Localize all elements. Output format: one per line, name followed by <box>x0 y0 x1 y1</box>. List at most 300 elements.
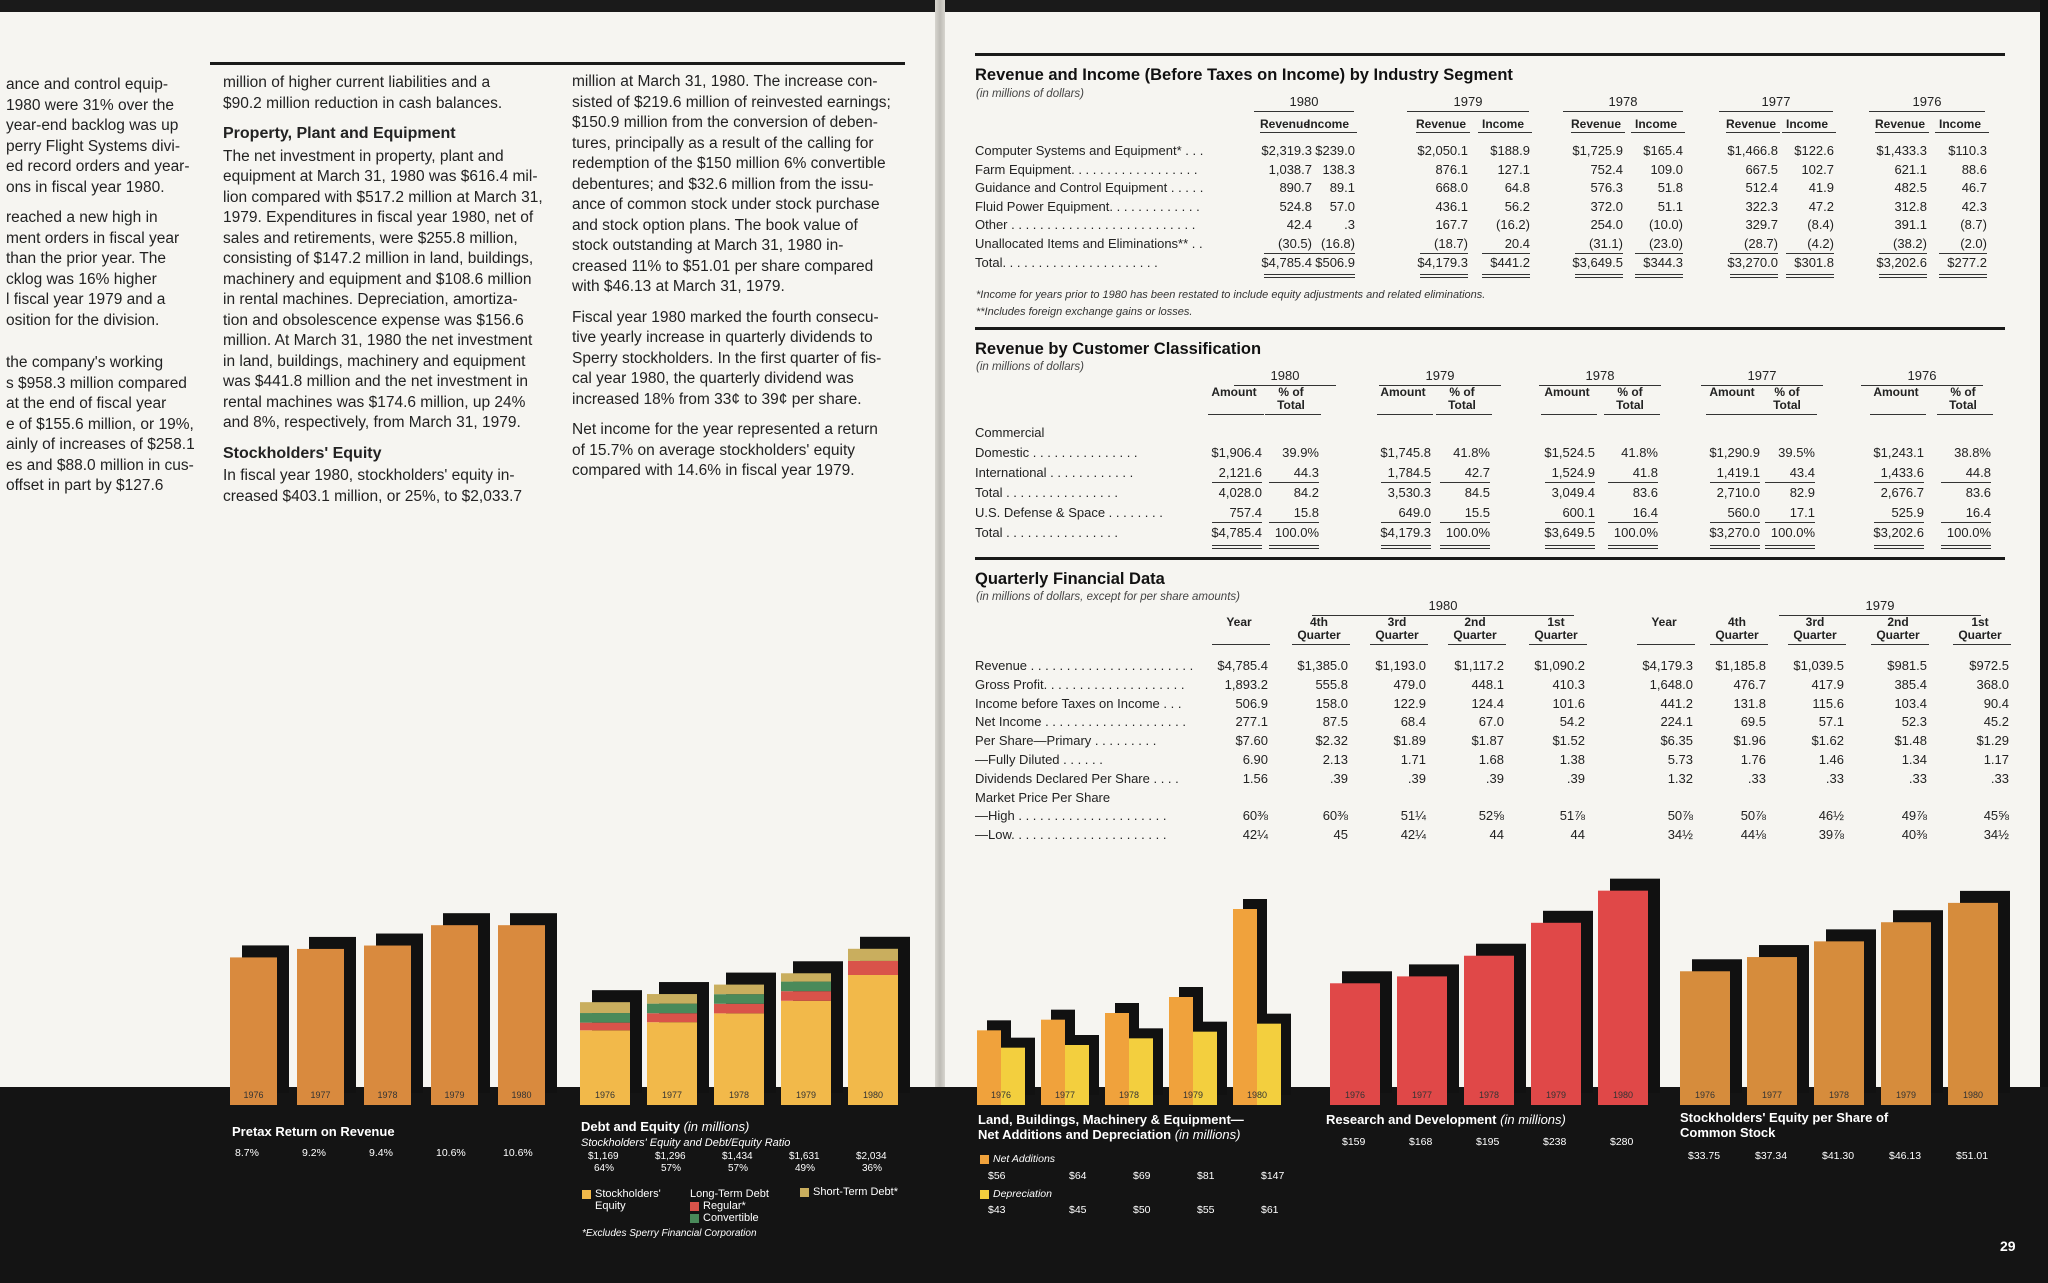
row-label: Market Price Per Share <box>975 789 1111 805</box>
table-cell: 385.4 <box>1894 676 1927 692</box>
table-row <box>975 714 2035 732</box>
data-label: 36% <box>862 1163 883 1174</box>
total-rule <box>1710 522 1760 523</box>
column-header-underline <box>1761 414 1817 415</box>
table-cell: $1.87 <box>1471 733 1504 749</box>
table-row <box>975 162 2035 180</box>
x-tick-label: 1980 <box>1612 1090 1634 1100</box>
table-cell: 1.32 <box>1667 770 1693 786</box>
table-cell: 417.9 <box>1811 676 1844 692</box>
table-cell: $7.60 <box>1235 733 1268 749</box>
table-cell: $2,319.3 <box>1261 143 1312 158</box>
table-cell: (28.7) <box>1744 236 1778 251</box>
double-rule <box>1765 548 1815 549</box>
chart-bar-segment <box>647 1013 697 1022</box>
double-rule <box>1879 277 1927 278</box>
double-rule <box>1575 277 1623 278</box>
double-rule <box>1381 548 1431 549</box>
chart-bar <box>498 925 545 1105</box>
table-cell: (30.5) <box>1278 236 1312 251</box>
table-cell: 2,121.6 <box>1218 465 1262 480</box>
table-row <box>975 217 2035 235</box>
table-cell: 102.7 <box>1801 161 1834 177</box>
table-cell: 167.7 <box>1435 217 1468 233</box>
table-cell: 45 <box>1333 827 1348 843</box>
table-cell: 506.9 <box>1235 695 1268 711</box>
table-cell: $1,290.9 <box>1709 445 1760 460</box>
double-rule <box>1939 277 1987 278</box>
double-rule <box>1420 274 1468 275</box>
total-rule <box>1264 253 1312 254</box>
table-cell: 50⅞ <box>1667 808 1693 824</box>
year-header: 1977 <box>1747 368 1777 383</box>
table-cell: 254.0 <box>1590 217 1623 233</box>
table-cell: .39 <box>1566 770 1585 786</box>
table-cell: 42¼ <box>1242 827 1268 843</box>
segment-table <box>975 92 2035 287</box>
x-tick-label: 1979 <box>1545 1090 1567 1100</box>
double-rule <box>1269 548 1319 549</box>
chart-bar-segment <box>848 949 898 961</box>
table-cell: 1.68 <box>1478 752 1504 767</box>
chart-bar <box>297 949 344 1105</box>
table-cell: 329.7 <box>1745 217 1778 233</box>
column-header: % of Total <box>1277 385 1305 412</box>
x-tick-label: 1978 <box>1478 1090 1500 1100</box>
table-cell: 60⅜ <box>1242 808 1268 824</box>
paragraph: The net investment in property, plant and equipment at March 31, 1980 was $616.4 mil- lion compared with $517.2 million at March 31, 1979. Expenditures in fiscal year 1980, net of sales and retirements, were $255.8 million, consisting of $147.2 million in land, buildings, machinery and equipment and $108.6 million in rental machines. Depreciation, amortiza- tion and obsolescence expense was $156.6 million. At March 31, 1980 the net investment in land, buildings, machinery and equipment was $441.8 million and the net investment in rental machines was $174.6 million, up 24% and 8%, respectively, from March 31, 1979. <box>223 147 543 431</box>
table-cell: $4,785.4 <box>1217 658 1268 673</box>
chart-bar-segment <box>647 1004 697 1014</box>
data-label: $280 <box>1610 1136 1634 1148</box>
data-label: $55 <box>1197 1204 1215 1216</box>
double-rule <box>1482 277 1530 278</box>
chart-bar-segment <box>848 961 898 975</box>
double-rule <box>1786 274 1834 275</box>
column-header: Revenue <box>1725 117 1777 131</box>
table-cell: 158.0 <box>1315 695 1348 711</box>
data-label: $43 <box>988 1204 1006 1216</box>
table-cell: 138.3 <box>1322 161 1355 177</box>
double-rule <box>1264 274 1312 275</box>
data-label: $37.34 <box>1755 1150 1788 1162</box>
table-cell: 41.9 <box>1808 180 1834 196</box>
row-label: Guidance and Control Equipment . . . . . <box>975 180 1204 196</box>
column-header-underline <box>1529 644 1587 645</box>
year-underline <box>1254 111 1354 112</box>
x-tick-label: 1980 <box>862 1090 884 1100</box>
column-header-underline <box>1208 414 1264 415</box>
x-tick-label: 1977 <box>661 1090 683 1100</box>
row-label: Total. . . . . . . . . . . . . . . . . . . . . . <box>975 254 1158 270</box>
chart-title-equity-per-share: Stockholders' Equity per Share of Common Stock <box>1680 1110 1889 1140</box>
table-cell: $3,270.0 <box>1727 254 1778 270</box>
table-cell: 100.0% <box>1445 525 1490 540</box>
double-rule <box>1874 545 1924 546</box>
table-cell: 3,049.4 <box>1551 485 1595 500</box>
table-cell: 56.2 <box>1504 198 1530 214</box>
year-header: 1979 <box>1425 368 1455 383</box>
left-column-3 <box>572 72 912 492</box>
double-rule <box>1212 548 1262 549</box>
segment-footnote-1: *Income for years prior to 1980 has been restated to include equity adjustments and related eliminations. <box>976 289 1486 301</box>
x-tick-label: 1977 <box>310 1090 331 1100</box>
table-cell: 3,530.3 <box>1387 485 1431 500</box>
quarterly-top-rule <box>975 557 2005 560</box>
pretax-return-chart <box>228 885 568 1115</box>
year-header: 1980 <box>1289 94 1319 109</box>
column-header-underline <box>1937 414 1993 415</box>
table-row <box>975 658 2035 676</box>
column-header-underline <box>1448 644 1506 645</box>
chart-bar <box>1531 923 1581 1105</box>
table-cell: 84.2 <box>1293 485 1319 500</box>
debt-equity-footnote: *Excludes Sperry Financial Corporation <box>582 1228 757 1239</box>
row-label: —Fully Diluted . . . . . . <box>975 752 1103 767</box>
table-cell: 476.7 <box>1733 676 1766 692</box>
table-cell: 39.9% <box>1282 445 1319 460</box>
x-tick-label: 1976 <box>594 1090 616 1100</box>
chart-bar <box>1598 891 1648 1105</box>
table-cell: 1,648.0 <box>1649 676 1693 692</box>
double-rule <box>1575 274 1623 275</box>
legend-swatch-net-additions <box>980 1155 989 1164</box>
table-cell: 16.4 <box>1632 505 1658 520</box>
total-rule <box>1879 253 1927 254</box>
chart-bar-segment <box>781 991 831 1001</box>
table-cell: 5.73 <box>1667 752 1693 767</box>
table-cell: 83.6 <box>1965 485 1991 500</box>
row-label: Net Income . . . . . . . . . . . . . . . . . . . . <box>975 714 1186 730</box>
double-rule <box>1608 548 1658 549</box>
table-cell: 16.4 <box>1965 505 1991 520</box>
column-header: Revenue <box>1570 117 1622 131</box>
table-row <box>975 733 2035 751</box>
total-rule <box>1381 522 1431 523</box>
row-label: Fluid Power Equipment. . . . . . . . . . . . . <box>975 198 1200 214</box>
year-underline <box>1563 111 1683 112</box>
column-header: Year <box>1651 615 1677 629</box>
data-label: $56 <box>988 1170 1006 1182</box>
table-cell: 1.46 <box>1818 752 1844 767</box>
data-label: $147 <box>1261 1170 1285 1182</box>
double-rule <box>1710 548 1760 549</box>
table-cell: $1,090.2 <box>1534 658 1585 673</box>
data-label: $1,296 <box>655 1151 686 1162</box>
table-cell: 100.0% <box>1946 525 1991 540</box>
column-header-underline <box>1265 414 1321 415</box>
table-cell: 109.0 <box>1650 161 1683 177</box>
table-cell: 876.1 <box>1435 161 1468 177</box>
table-cell: 42.4 <box>1286 217 1312 233</box>
double-rule <box>1939 274 1987 275</box>
year-header: 1978 <box>1585 368 1615 383</box>
chart-title-debt-equity: Debt and Equity (in millions) <box>581 1119 750 1134</box>
total-rule <box>1730 253 1778 254</box>
table-row <box>975 808 2035 826</box>
research-development-chart <box>1320 875 1665 1115</box>
equity-per-share-chart <box>1672 880 2037 1115</box>
year-header: 1980 <box>1428 598 1458 613</box>
table-cell: 100.0% <box>1770 525 1815 540</box>
table-cell: $188.9 <box>1490 143 1530 158</box>
column-header: Amount <box>1709 385 1755 399</box>
table-cell: 89.1 <box>1329 180 1355 196</box>
double-rule <box>1440 545 1490 546</box>
column-header-underline <box>1377 414 1433 415</box>
double-rule <box>1482 274 1530 275</box>
total-rule <box>1874 522 1924 523</box>
total-rule <box>1939 253 1987 254</box>
double-rule <box>1786 277 1834 278</box>
table-cell: 1.34 <box>1901 752 1927 767</box>
table-cell: $3,270.0 <box>1709 525 1760 540</box>
x-tick-label: 1976 <box>243 1090 264 1100</box>
table-row <box>975 485 2035 503</box>
legend-swatch-convertible <box>690 1214 699 1223</box>
chart-bar-segment <box>647 994 697 1004</box>
table-cell: 34½ <box>1667 827 1693 843</box>
x-tick-label: 1976 <box>990 1090 1012 1100</box>
table-cell: .33 <box>1990 770 2009 786</box>
table-cell: .39 <box>1407 770 1426 786</box>
table-row <box>975 199 2035 217</box>
table-cell: (8.4) <box>1807 217 1834 233</box>
total-rule <box>1212 482 1262 483</box>
table-cell: $1,117.2 <box>1454 658 1504 673</box>
legend-swatch-equity <box>582 1190 591 1199</box>
table-cell: 44 <box>1570 827 1585 843</box>
table-cell: $3,649.5 <box>1544 525 1595 540</box>
table-cell: 368.0 <box>1976 676 2009 692</box>
x-tick-label: 1980 <box>1962 1090 1984 1100</box>
column-header: Income <box>1785 117 1828 131</box>
table-cell: 100.0% <box>1613 525 1658 540</box>
row-label: Dividends Declared Per Share . . . . <box>975 770 1179 786</box>
total-rule <box>1545 482 1595 483</box>
data-label: $1,631 <box>789 1151 820 1162</box>
table-cell: $4,785.4 <box>1211 525 1262 540</box>
x-tick-label: 1977 <box>1411 1090 1433 1100</box>
chart-bar <box>1814 941 1864 1105</box>
table-cell: 39.5% <box>1778 445 1815 460</box>
table-cell: $1.29 <box>1976 733 2009 749</box>
data-label: $46.13 <box>1889 1150 1922 1162</box>
data-label: 57% <box>728 1163 749 1174</box>
data-label: 9.4% <box>369 1147 393 1159</box>
table-cell: 82.9 <box>1789 485 1815 500</box>
row-label: U.S. Defense & Space . . . . . . . . <box>975 505 1163 520</box>
column-header: Revenue <box>1259 117 1311 131</box>
x-tick-label: 1980 <box>1246 1090 1268 1100</box>
table-cell: (31.1) <box>1589 236 1623 251</box>
double-rule <box>1420 277 1468 278</box>
table-cell: 46½ <box>1818 808 1844 824</box>
table-cell: 41.8 <box>1632 465 1658 480</box>
table-cell: (18.7) <box>1434 236 1468 251</box>
table-cell: $110.3 <box>1948 143 1987 158</box>
table-cell: 60⅜ <box>1322 808 1348 824</box>
column-header: % of Total <box>1773 385 1801 412</box>
column-header-underline <box>1571 132 1625 133</box>
table-cell: 2,676.7 <box>1880 485 1924 500</box>
data-label: $41.30 <box>1822 1150 1855 1162</box>
table-cell: 54.2 <box>1559 714 1585 730</box>
table-cell: 127.1 <box>1497 161 1530 177</box>
table-cell: 87.5 <box>1322 714 1348 730</box>
customer-subtitle: (in millions of dollars) <box>976 361 1085 373</box>
double-rule <box>1730 274 1778 275</box>
row-label: Per Share—Primary . . . . . . . . . <box>975 733 1157 749</box>
table-cell: 83.6 <box>1632 485 1658 500</box>
row-label: Gross Profit. . . . . . . . . . . . . . . . . . . . <box>975 676 1185 692</box>
data-label: $238 <box>1543 1136 1567 1148</box>
table-row <box>975 236 2035 254</box>
data-label: 8.7% <box>235 1147 259 1159</box>
table-cell: 322.3 <box>1745 198 1778 214</box>
paragraph: the company's working s $958.3 million compared at the end of fiscal year e of $155.6 million, or 19%, ainly of increases of $258.1 es and $88.0 million in cus- offset in part by $127.6 <box>6 354 195 494</box>
data-label: $69 <box>1133 1170 1151 1182</box>
table-cell: $277.2 <box>1947 254 1987 270</box>
double-rule <box>1381 545 1431 546</box>
column-header-underline <box>1370 644 1428 645</box>
table-row <box>975 790 2035 808</box>
column-header-underline <box>1782 132 1836 133</box>
table-cell: 524.8 <box>1279 198 1312 214</box>
page-number: 29 <box>2000 1238 2016 1254</box>
row-label: Income before Taxes on Income . . . <box>975 695 1182 711</box>
table-cell: 39⅞ <box>1818 827 1844 843</box>
land-buildings-chart <box>975 885 1300 1115</box>
segment-top-rule <box>975 53 2005 56</box>
x-tick-label: 1976 <box>1694 1090 1716 1100</box>
double-rule <box>1879 274 1927 275</box>
double-rule <box>1307 274 1355 275</box>
column-header: Revenue <box>1415 117 1467 131</box>
chart-bar <box>364 946 411 1105</box>
quarterly-title: Quarterly Financial Data <box>975 570 1165 588</box>
data-label: $2,034 <box>856 1151 887 1162</box>
debt-equity-chart <box>578 885 913 1115</box>
table-cell: 51.1 <box>1657 198 1683 214</box>
table-cell: $1,243.1 <box>1873 445 1924 460</box>
total-rule <box>1482 253 1530 254</box>
year-header: 1976 <box>1907 368 1937 383</box>
total-rule <box>1440 482 1490 483</box>
table-cell: 67.0 <box>1478 714 1504 730</box>
table-row <box>975 180 2035 198</box>
table-row <box>975 696 2035 714</box>
data-label: 64% <box>594 1163 615 1174</box>
total-rule <box>1440 522 1490 523</box>
table-cell: .33 <box>1908 770 1927 786</box>
table-cell: (4.2) <box>1807 236 1834 251</box>
x-tick-label: 1978 <box>377 1090 398 1100</box>
data-label: $168 <box>1409 1136 1433 1148</box>
table-cell: .3 <box>1344 217 1355 233</box>
left-column-2 <box>223 73 553 517</box>
table-cell: $4,785.4 <box>1261 254 1312 270</box>
data-label: $64 <box>1069 1170 1087 1182</box>
total-rule <box>1269 482 1319 483</box>
table-cell: 600.1 <box>1562 505 1595 520</box>
data-label: 10.6% <box>436 1147 466 1159</box>
double-rule <box>1269 545 1319 546</box>
row-label: —Low. . . . . . . . . . . . . . . . . . . . . . <box>975 827 1167 843</box>
row-label: Revenue . . . . . . . . . . . . . . . . . . . . . . . <box>975 658 1194 673</box>
table-cell: 20.4 <box>1504 236 1530 251</box>
section-heading-equity: Stockholders' Equity <box>223 444 382 462</box>
column-header: Revenue <box>1874 117 1926 131</box>
customer-top-rule <box>975 327 2005 330</box>
table-cell: .39 <box>1485 770 1504 786</box>
table-row <box>975 445 2035 463</box>
data-label: $1,434 <box>722 1151 753 1162</box>
chart-bar-segment <box>781 982 831 992</box>
table-cell: 2.13 <box>1322 752 1348 767</box>
quarterly-subtitle: (in millions of dollars, except for per share amounts) <box>976 591 1240 603</box>
table-row <box>975 771 2035 789</box>
table-cell: 441.2 <box>1660 695 1693 711</box>
total-rule <box>1420 253 1468 254</box>
table-cell: 42.3 <box>1961 198 1987 214</box>
table-cell: 45⅝ <box>1983 808 2009 824</box>
table-cell: 52⅝ <box>1478 808 1504 824</box>
data-label: $1,169 <box>588 1151 619 1162</box>
double-rule <box>1440 548 1490 549</box>
table-cell: $1,433.3 <box>1876 143 1927 158</box>
column-header: 2nd Quarter <box>1876 615 1920 642</box>
table-cell: 1.71 <box>1400 752 1426 767</box>
table-cell: 668.0 <box>1435 180 1468 196</box>
chart-bar <box>1169 997 1193 1105</box>
table-cell: 1,433.6 <box>1880 465 1924 480</box>
table-cell: 1,038.7 <box>1268 161 1312 177</box>
table-cell: 84.5 <box>1464 485 1490 500</box>
data-label: 57% <box>661 1163 682 1174</box>
table-cell: 6.90 <box>1242 752 1268 767</box>
table-cell: 42¼ <box>1400 827 1426 843</box>
year-underline <box>1719 111 1833 112</box>
table-cell: $2.32 <box>1315 733 1348 749</box>
customer-table <box>975 364 2035 554</box>
table-cell: 4,028.0 <box>1218 485 1262 500</box>
chart-bar-segment <box>714 985 764 995</box>
paragraph: Net income for the year represented a return of 15.7% on average stockholders' equity compared with 14.6% in fiscal year 1979. <box>572 421 878 479</box>
double-rule <box>1264 277 1312 278</box>
paragraph: million of higher current liabilities and a $90.2 million reduction in cash balances. <box>223 74 503 112</box>
column-header-underline <box>1710 644 1768 645</box>
table-cell: 57.1 <box>1818 714 1844 730</box>
table-cell: 51.8 <box>1657 180 1683 196</box>
column-header: 3rd Quarter <box>1793 615 1837 642</box>
customer-title: Revenue by Customer Classification <box>975 340 1262 358</box>
column-header-underline <box>1478 132 1532 133</box>
paragraph: In fiscal year 1980, stockholders' equity in- creased $403.1 million, or 25%, to $2,033.7 <box>223 467 522 505</box>
table-cell: $3,202.6 <box>1876 254 1927 270</box>
x-tick-label: 1979 <box>1182 1090 1204 1100</box>
table-cell: 131.8 <box>1733 695 1766 711</box>
column-header-underline <box>1935 132 1989 133</box>
table-cell: 560.0 <box>1727 505 1760 520</box>
double-rule <box>1635 274 1683 275</box>
table-cell: $1,524.5 <box>1544 445 1595 460</box>
left-column-1 <box>6 75 206 507</box>
total-rule <box>1635 253 1683 254</box>
chart-bar-segment <box>714 1004 764 1014</box>
table-cell: $1.62 <box>1811 733 1844 749</box>
total-rule <box>1575 253 1623 254</box>
